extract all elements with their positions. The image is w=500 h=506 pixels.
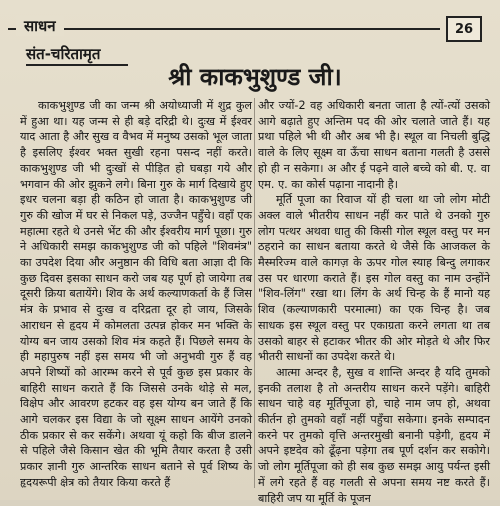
column-divider xyxy=(254,98,255,488)
left-paragraph-1: काकभुशुण्ड जी का जन्म श्री अयोध्याजी में शुद्र कुल में हुआ था। यह जन्म से ही बड़े दरिद्री थे। दुःख में ईश्वर याद आता है और सुख व वैभव में मनुष्य उसको भूल जाता है इसलिए ईश्वर भक्त सुखी रहना पसन्द नहीं करते। काकभुशुण्ड जी भी दुःखों से पीड़ित हो घबड़ा गये और भगवान की ओर झुकने लगे। बिना गुरु के मार्ग दिखाये हुए इधर चलना बड़ा ही कठिन हो जाता है। काकभुशुण्ड जी गुरु की खोज में घर से निकल पड़े, उज्जैन पहुँचे। वहाँ एक महात्मा रहते थे उनसे भेंट की और ईश्वरीय मार्ग पूछा। गुरु ने अधिकारी समझ काकभुशुण्ड जी को पहिले "शिवमंत्र" का उपदेश दिया और अनुष्ठान की विधि बता आज्ञा दी कि कुछ दिवस इसका साधन करो जब यह पूर्ण हो जायेगा तब दूसरी क्रिया बतायेंगे। शिव के अर्थ कल्याणकर्ता के हैं जिस मंत्र के प्रभाव से दुःख व दरिद्रता दूर हो जाय, जिसके आराधन से हृदय में कोमलता उत्पन्न होकर मन भक्ति के योग्य बन जाय उसको शिव मंत्र कहते हैं। पिछले समय के ही महापुरुष नहीं इस समय भी जो अनुभवी गुरु हैं वह अपने शिष्यों को आरम्भ करने से पूर्व कुछ इस प्रकार के बाहिरी साधन कराते हैं कि जिससे उनके थोड़े से मल, विक्षेप और आवरण हटकर वह इस योग्य बन जाते हैं कि आगे चलकर इस विद्या के जो सूक्ष्म साधन आयेंगे उनको ठीक प्रकार से कर सकेंगे। अथवा यूं कहो कि बीज डालने से पहिले जैसे किसान खेत की भूमि तैयार करता है उसी प्रकार ज्ञानी गुरु आन्तरिक साधन बताने से पूर्व शिष्य के हृदयरूपी क्षेत्र को तैयार किया करते हैं xyxy=(20,99,252,489)
right-paragraph-2: मूर्ति पूजा का रिवाज यों ही चला था जो लोग मोटी अक्ल वाले भीतरीय साधन नहीं कर पाते थे उनको गुरु लोग पत्थर अथवा धातु की किसी गोल स्थूल वस्तु पर मन ठहराने का साधन बताया करते थे जैसे कि आजकल के मैस्मरिज्म वाले कागज़ के ऊपर गोल स्याह बिन्दु लगाकर उस पर धारणा कराते हैं। इस गोल वस्तु का नाम उन्होंने "शिव-लिंग" रखा था। लिंग के अर्थ चिन्ह के हैं मानो यह शिव (कल्याणकारी परमात्मा) का एक चिन्ह है। जब साधक इस स्थूल वस्तु पर एकाग्रता करने लगता था तब उसको बाहर से हटाकर भीतर की ओर मोड़ते थे और फिर भीतरी साधनों का उपदेश करते थे। xyxy=(258,193,490,364)
section-title: साधन xyxy=(16,16,64,36)
left-column xyxy=(20,98,252,488)
article-title: श्री काकभुशुण्ड जी। xyxy=(168,63,342,91)
right-paragraph-1: और ज्यों-2 वह अधिकारी बनता जाता है त्यों-त्यों उसको आगे बढ़ाते हुए अन्तिम पद की ओर चलाते जाते हैं। यह प्रथा पहिले भी थी और अब भी है। स्थूल वा निचली बुद्धि वाले के लिए सूक्ष्म वा ऊँचा साधन बताना गलती है उससे हो ही न सकेगा। अ और ई पढ़ने वाले बच्चे को बी. ए. वा एम. ए. का कोर्स पढ़ाना नादानी है। xyxy=(258,99,490,191)
header-rule xyxy=(8,28,440,30)
column-subheading: संत-चरितामृत xyxy=(26,45,101,63)
page-header xyxy=(0,14,500,42)
right-column xyxy=(258,98,490,505)
right-paragraph-3: आत्मा अन्दर है, सुख व शान्ति अन्दर है यदि तुमको इनकी तलाश है तो अन्तरीय साधन करने पड़ेंगे। बाहिरी साधन चाहे वह मूर्तिपूजा हो, चाहे नाम जप हो, अथवा कीर्तन हो तुमको वहाँ नहीं पहुँचा सकेगा। इनके सम्पादन करने पर तुमको वृत्ति अन्तरमुखी बनानी पड़ेगी, हृदय में अपने इष्टदेव को ढूँढ़ना पड़ेगा तब पूर्ण दर्शन कर सकोगे। जो लोग मूर्तिपूजा को ही सब कुछ समझ आयु पर्यन्त इसी में लगे रहते हैं वह गलती से अपना समय नष्ट करते हैं। बाहिरी जप या मूर्ति के पूजन xyxy=(258,365,490,505)
page-number: 26 xyxy=(446,16,482,42)
